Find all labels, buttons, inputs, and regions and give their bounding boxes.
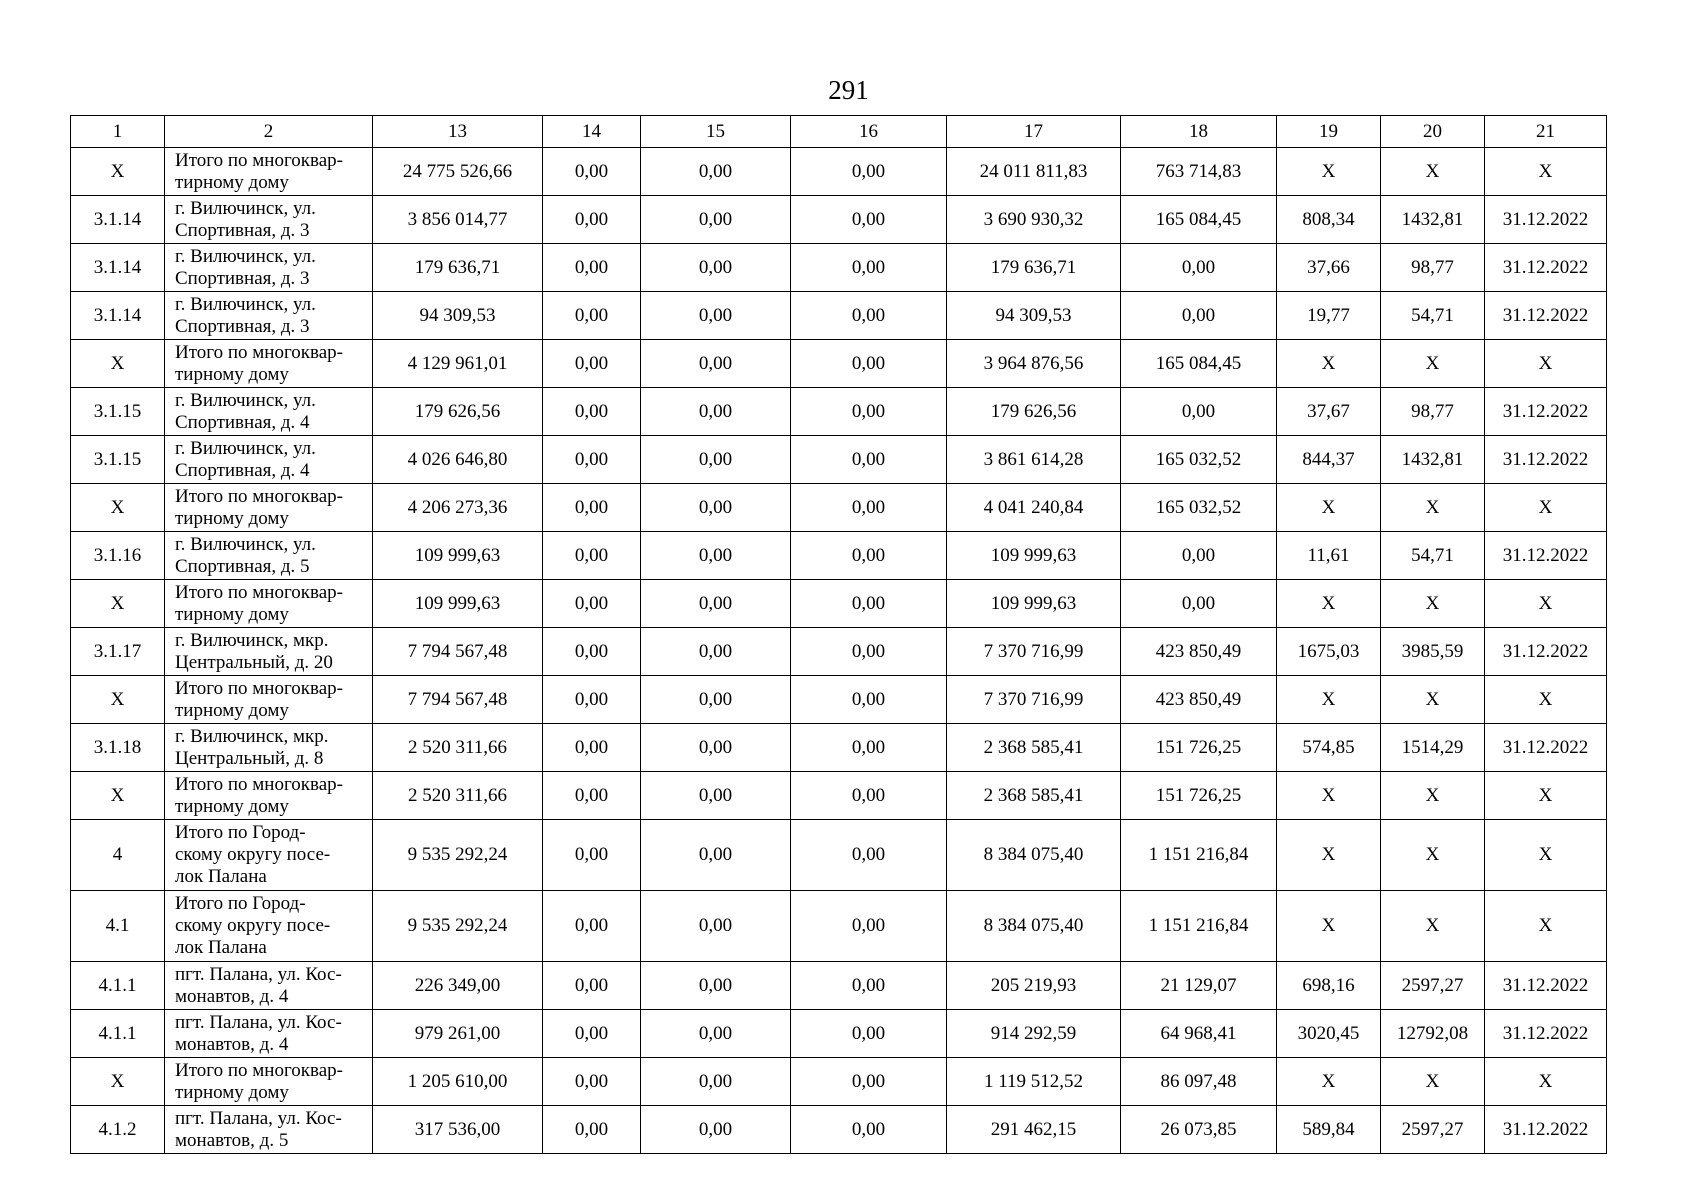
col-20-cell: 3985,59 <box>1381 628 1485 676</box>
table-row <box>71 772 1607 820</box>
col-20-cell: 98,77 <box>1381 388 1485 436</box>
col-20-cell: 1514,29 <box>1381 724 1485 772</box>
col-13-cell: 2 520 311,66 <box>373 772 543 820</box>
col-20-cell: Х <box>1381 1058 1485 1106</box>
col-14-cell: 0,00 <box>543 580 641 628</box>
col-14-cell: 0,00 <box>543 1058 641 1106</box>
col-14-cell: 0,00 <box>543 820 641 891</box>
col-18-cell: 165 032,52 <box>1121 436 1277 484</box>
col-17-cell: 8 384 075,40 <box>947 820 1121 891</box>
col-16-cell: 0,00 <box>791 820 947 891</box>
table-row <box>71 724 1607 772</box>
row-number-cell: 3.1.14 <box>71 292 165 340</box>
col-17-cell: 179 626,56 <box>947 388 1121 436</box>
object-name-cell: пгт. Палана, ул. Кос- монавтов, д. 5 <box>165 1106 373 1154</box>
col-16-cell: 0,00 <box>791 436 947 484</box>
col-17-cell: 94 309,53 <box>947 292 1121 340</box>
column-header: 13 <box>373 116 543 148</box>
col-13-cell: 94 309,53 <box>373 292 543 340</box>
row-number-cell: Х <box>71 580 165 628</box>
col-18-cell: 21 129,07 <box>1121 962 1277 1010</box>
col-21-cell: 31.12.2022 <box>1485 962 1607 1010</box>
col-20-cell: Х <box>1381 820 1485 891</box>
col-15-cell: 0,00 <box>641 820 791 891</box>
object-name-cell: г. Вилючинск, ул. Спортивная, д. 4 <box>165 388 373 436</box>
row-number-cell: 3.1.15 <box>71 436 165 484</box>
col-16-cell: 0,00 <box>791 388 947 436</box>
row-number-cell: Х <box>71 772 165 820</box>
column-header: 16 <box>791 116 947 148</box>
col-17-cell: 3 861 614,28 <box>947 436 1121 484</box>
col-20-cell: 2597,27 <box>1381 962 1485 1010</box>
col-20-cell: 98,77 <box>1381 244 1485 292</box>
object-name-cell: г. Вилючинск, мкр. Центральный, д. 20 <box>165 628 373 676</box>
col-15-cell: 0,00 <box>641 196 791 244</box>
col-19-cell: Х <box>1277 891 1381 962</box>
table-row <box>71 484 1607 532</box>
col-17-cell: 205 219,93 <box>947 962 1121 1010</box>
table-row <box>71 340 1607 388</box>
col-19-cell: Х <box>1277 1058 1381 1106</box>
col-15-cell: 0,00 <box>641 891 791 962</box>
col-21-cell: 31.12.2022 <box>1485 292 1607 340</box>
col-15-cell: 0,00 <box>641 1010 791 1058</box>
col-19-cell: 37,66 <box>1277 244 1381 292</box>
col-16-cell: 0,00 <box>791 676 947 724</box>
col-18-cell: 151 726,25 <box>1121 772 1277 820</box>
object-name-cell: Итого по многоквар- тирному дому <box>165 676 373 724</box>
row-number-cell: 3.1.14 <box>71 196 165 244</box>
col-13-cell: 109 999,63 <box>373 532 543 580</box>
col-20-cell: Х <box>1381 676 1485 724</box>
col-18-cell: 0,00 <box>1121 532 1277 580</box>
col-21-cell: 31.12.2022 <box>1485 1010 1607 1058</box>
col-16-cell: 0,00 <box>791 724 947 772</box>
col-21-cell: 31.12.2022 <box>1485 724 1607 772</box>
col-19-cell: Х <box>1277 340 1381 388</box>
object-name-cell: Итого по многоквар- тирному дому <box>165 772 373 820</box>
col-17-cell: 914 292,59 <box>947 1010 1121 1058</box>
col-16-cell: 0,00 <box>791 532 947 580</box>
col-21-cell: 31.12.2022 <box>1485 244 1607 292</box>
col-21-cell: 31.12.2022 <box>1485 628 1607 676</box>
col-19-cell: 808,34 <box>1277 196 1381 244</box>
col-16-cell: 0,00 <box>791 891 947 962</box>
table-row <box>71 676 1607 724</box>
col-14-cell: 0,00 <box>543 532 641 580</box>
col-15-cell: 0,00 <box>641 292 791 340</box>
col-13-cell: 9 535 292,24 <box>373 820 543 891</box>
col-16-cell: 0,00 <box>791 772 947 820</box>
col-15-cell: 0,00 <box>641 724 791 772</box>
col-14-cell: 0,00 <box>543 292 641 340</box>
col-16-cell: 0,00 <box>791 148 947 196</box>
col-15-cell: 0,00 <box>641 1106 791 1154</box>
object-name-cell: Итого по многоквар- тирному дому <box>165 340 373 388</box>
col-15-cell: 0,00 <box>641 628 791 676</box>
col-17-cell: 3 690 930,32 <box>947 196 1121 244</box>
table-row <box>71 628 1607 676</box>
col-18-cell: 0,00 <box>1121 292 1277 340</box>
column-header: 21 <box>1485 116 1607 148</box>
col-18-cell: 1 151 216,84 <box>1121 820 1277 891</box>
row-number-cell: 3.1.18 <box>71 724 165 772</box>
col-14-cell: 0,00 <box>543 484 641 532</box>
col-16-cell: 0,00 <box>791 340 947 388</box>
table-row <box>71 196 1607 244</box>
column-header: 15 <box>641 116 791 148</box>
col-18-cell: 165 084,45 <box>1121 196 1277 244</box>
col-13-cell: 3 856 014,77 <box>373 196 543 244</box>
col-20-cell: Х <box>1381 340 1485 388</box>
col-21-cell: Х <box>1485 676 1607 724</box>
row-number-cell: Х <box>71 148 165 196</box>
col-19-cell: Х <box>1277 148 1381 196</box>
row-number-cell: Х <box>71 676 165 724</box>
col-17-cell: 1 119 512,52 <box>947 1058 1121 1106</box>
col-20-cell: Х <box>1381 148 1485 196</box>
col-15-cell: 0,00 <box>641 1058 791 1106</box>
col-21-cell: 31.12.2022 <box>1485 388 1607 436</box>
col-19-cell: Х <box>1277 484 1381 532</box>
col-14-cell: 0,00 <box>543 962 641 1010</box>
col-17-cell: 2 368 585,41 <box>947 724 1121 772</box>
row-number-cell: 4.1 <box>71 891 165 962</box>
col-16-cell: 0,00 <box>791 1058 947 1106</box>
col-19-cell: 1675,03 <box>1277 628 1381 676</box>
col-17-cell: 4 041 240,84 <box>947 484 1121 532</box>
col-17-cell: 8 384 075,40 <box>947 891 1121 962</box>
table-body <box>71 148 1607 1154</box>
col-14-cell: 0,00 <box>543 436 641 484</box>
col-13-cell: 9 535 292,24 <box>373 891 543 962</box>
col-16-cell: 0,00 <box>791 1106 947 1154</box>
col-16-cell: 0,00 <box>791 484 947 532</box>
row-number-cell: 3.1.16 <box>71 532 165 580</box>
col-17-cell: 7 370 716,99 <box>947 676 1121 724</box>
table-row <box>71 1010 1607 1058</box>
table-row <box>71 148 1607 196</box>
row-number-cell: 3.1.15 <box>71 388 165 436</box>
column-header: 2 <box>165 116 373 148</box>
col-19-cell: 11,61 <box>1277 532 1381 580</box>
object-name-cell: г. Вилючинск, ул. Спортивная, д. 3 <box>165 196 373 244</box>
row-number-cell: 4.1.1 <box>71 962 165 1010</box>
row-number-cell: 3.1.14 <box>71 244 165 292</box>
page-number: 291 <box>828 75 869 105</box>
col-13-cell: 7 794 567,48 <box>373 676 543 724</box>
col-21-cell: Х <box>1485 484 1607 532</box>
col-19-cell: 698,16 <box>1277 962 1381 1010</box>
col-20-cell: Х <box>1381 891 1485 962</box>
col-13-cell: 4 129 961,01 <box>373 340 543 388</box>
col-17-cell: 179 636,71 <box>947 244 1121 292</box>
col-20-cell: 12792,08 <box>1381 1010 1485 1058</box>
col-18-cell: 0,00 <box>1121 244 1277 292</box>
object-name-cell: пгт. Палана, ул. Кос- монавтов, д. 4 <box>165 962 373 1010</box>
table-row <box>71 820 1607 891</box>
col-15-cell: 0,00 <box>641 148 791 196</box>
col-21-cell: 31.12.2022 <box>1485 532 1607 580</box>
object-name-cell: г. Вилючинск, мкр. Центральный, д. 8 <box>165 724 373 772</box>
col-13-cell: 2 520 311,66 <box>373 724 543 772</box>
col-13-cell: 4 206 273,36 <box>373 484 543 532</box>
col-21-cell: Х <box>1485 772 1607 820</box>
col-21-cell: 31.12.2022 <box>1485 436 1607 484</box>
column-header: 19 <box>1277 116 1381 148</box>
col-18-cell: 26 073,85 <box>1121 1106 1277 1154</box>
col-18-cell: 165 084,45 <box>1121 340 1277 388</box>
col-20-cell: 54,71 <box>1381 532 1485 580</box>
col-17-cell: 7 370 716,99 <box>947 628 1121 676</box>
col-19-cell: 589,84 <box>1277 1106 1381 1154</box>
col-14-cell: 0,00 <box>543 196 641 244</box>
col-20-cell: Х <box>1381 580 1485 628</box>
object-name-cell: Итого по Город- скому округу посе- лок Палана <box>165 820 373 891</box>
col-15-cell: 0,00 <box>641 772 791 820</box>
col-15-cell: 0,00 <box>641 484 791 532</box>
table-row <box>71 1106 1607 1154</box>
table-row <box>71 388 1607 436</box>
col-18-cell: 0,00 <box>1121 580 1277 628</box>
col-15-cell: 0,00 <box>641 532 791 580</box>
col-16-cell: 0,00 <box>791 580 947 628</box>
row-number-cell: 4.1.1 <box>71 1010 165 1058</box>
col-21-cell: 31.12.2022 <box>1485 196 1607 244</box>
col-17-cell: 3 964 876,56 <box>947 340 1121 388</box>
object-name-cell: г. Вилючинск, ул. Спортивная, д. 3 <box>165 292 373 340</box>
col-18-cell: 151 726,25 <box>1121 724 1277 772</box>
column-header: 18 <box>1121 116 1277 148</box>
column-header: 17 <box>947 116 1121 148</box>
col-13-cell: 109 999,63 <box>373 580 543 628</box>
col-18-cell: 423 850,49 <box>1121 628 1277 676</box>
col-19-cell: 844,37 <box>1277 436 1381 484</box>
object-name-cell: пгт. Палана, ул. Кос- монавтов, д. 4 <box>165 1010 373 1058</box>
col-21-cell: Х <box>1485 820 1607 891</box>
col-15-cell: 0,00 <box>641 244 791 292</box>
table-header-row <box>71 116 1607 148</box>
col-16-cell: 0,00 <box>791 1010 947 1058</box>
col-15-cell: 0,00 <box>641 436 791 484</box>
col-14-cell: 0,00 <box>543 244 641 292</box>
col-14-cell: 0,00 <box>543 628 641 676</box>
object-name-cell: Итого по Город- скому округу посе- лок Палана <box>165 891 373 962</box>
col-21-cell: 31.12.2022 <box>1485 1106 1607 1154</box>
col-13-cell: 179 636,71 <box>373 244 543 292</box>
col-20-cell: 1432,81 <box>1381 196 1485 244</box>
col-14-cell: 0,00 <box>543 1010 641 1058</box>
table-row <box>71 580 1607 628</box>
col-16-cell: 0,00 <box>791 962 947 1010</box>
object-name-cell: Итого по многоквар- тирному дому <box>165 580 373 628</box>
col-14-cell: 0,00 <box>543 724 641 772</box>
object-name-cell: г. Вилючинск, ул. Спортивная, д. 3 <box>165 244 373 292</box>
col-21-cell: Х <box>1485 148 1607 196</box>
col-18-cell: 86 097,48 <box>1121 1058 1277 1106</box>
table-row <box>71 532 1607 580</box>
col-15-cell: 0,00 <box>641 388 791 436</box>
row-number-cell: 3.1.17 <box>71 628 165 676</box>
col-15-cell: 0,00 <box>641 340 791 388</box>
col-14-cell: 0,00 <box>543 1106 641 1154</box>
column-header: 20 <box>1381 116 1485 148</box>
col-19-cell: Х <box>1277 676 1381 724</box>
col-13-cell: 7 794 567,48 <box>373 628 543 676</box>
object-name-cell: Итого по многоквар- тирному дому <box>165 148 373 196</box>
col-13-cell: 179 626,56 <box>373 388 543 436</box>
col-16-cell: 0,00 <box>791 292 947 340</box>
table-row <box>71 1058 1607 1106</box>
row-number-cell: Х <box>71 484 165 532</box>
col-14-cell: 0,00 <box>543 772 641 820</box>
col-17-cell: 24 011 811,83 <box>947 148 1121 196</box>
col-18-cell: 64 968,41 <box>1121 1010 1277 1058</box>
object-name-cell: Итого по многоквар- тирному дому <box>165 1058 373 1106</box>
col-19-cell: 3020,45 <box>1277 1010 1381 1058</box>
table-row <box>71 891 1607 962</box>
col-18-cell: 763 714,83 <box>1121 148 1277 196</box>
col-14-cell: 0,00 <box>543 891 641 962</box>
table-row <box>71 962 1607 1010</box>
object-name-cell: г. Вилючинск, ул. Спортивная, д. 4 <box>165 436 373 484</box>
col-14-cell: 0,00 <box>543 340 641 388</box>
col-18-cell: 1 151 216,84 <box>1121 891 1277 962</box>
object-name-cell: Итого по многоквар- тирному дому <box>165 484 373 532</box>
col-14-cell: 0,00 <box>543 388 641 436</box>
col-19-cell: Х <box>1277 820 1381 891</box>
column-header: 14 <box>543 116 641 148</box>
col-21-cell: Х <box>1485 580 1607 628</box>
col-17-cell: 109 999,63 <box>947 532 1121 580</box>
col-20-cell: Х <box>1381 772 1485 820</box>
col-19-cell: Х <box>1277 772 1381 820</box>
col-19-cell: 19,77 <box>1277 292 1381 340</box>
col-14-cell: 0,00 <box>543 148 641 196</box>
col-21-cell: Х <box>1485 891 1607 962</box>
col-15-cell: 0,00 <box>641 962 791 1010</box>
col-13-cell: 1 205 610,00 <box>373 1058 543 1106</box>
col-17-cell: 109 999,63 <box>947 580 1121 628</box>
col-19-cell: Х <box>1277 580 1381 628</box>
col-21-cell: Х <box>1485 340 1607 388</box>
table-row <box>71 244 1607 292</box>
col-18-cell: 165 032,52 <box>1121 484 1277 532</box>
data-table <box>70 115 1607 1154</box>
col-18-cell: 423 850,49 <box>1121 676 1277 724</box>
row-number-cell: 4 <box>71 820 165 891</box>
col-13-cell: 226 349,00 <box>373 962 543 1010</box>
col-13-cell: 24 775 526,66 <box>373 148 543 196</box>
table-row <box>71 436 1607 484</box>
table-row <box>71 292 1607 340</box>
col-16-cell: 0,00 <box>791 196 947 244</box>
col-16-cell: 0,00 <box>791 244 947 292</box>
col-20-cell: 2597,27 <box>1381 1106 1485 1154</box>
col-15-cell: 0,00 <box>641 580 791 628</box>
object-name-cell: г. Вилючинск, ул. Спортивная, д. 5 <box>165 532 373 580</box>
col-20-cell: 1432,81 <box>1381 436 1485 484</box>
col-19-cell: 574,85 <box>1277 724 1381 772</box>
column-header: 1 <box>71 116 165 148</box>
row-number-cell: 4.1.2 <box>71 1106 165 1154</box>
col-13-cell: 317 536,00 <box>373 1106 543 1154</box>
col-13-cell: 4 026 646,80 <box>373 436 543 484</box>
col-18-cell: 0,00 <box>1121 388 1277 436</box>
col-15-cell: 0,00 <box>641 676 791 724</box>
col-21-cell: Х <box>1485 1058 1607 1106</box>
row-number-cell: Х <box>71 340 165 388</box>
col-13-cell: 979 261,00 <box>373 1010 543 1058</box>
col-20-cell: 54,71 <box>1381 292 1485 340</box>
col-19-cell: 37,67 <box>1277 388 1381 436</box>
col-17-cell: 291 462,15 <box>947 1106 1121 1154</box>
col-17-cell: 2 368 585,41 <box>947 772 1121 820</box>
col-20-cell: Х <box>1381 484 1485 532</box>
row-number-cell: Х <box>71 1058 165 1106</box>
col-16-cell: 0,00 <box>791 628 947 676</box>
col-14-cell: 0,00 <box>543 676 641 724</box>
